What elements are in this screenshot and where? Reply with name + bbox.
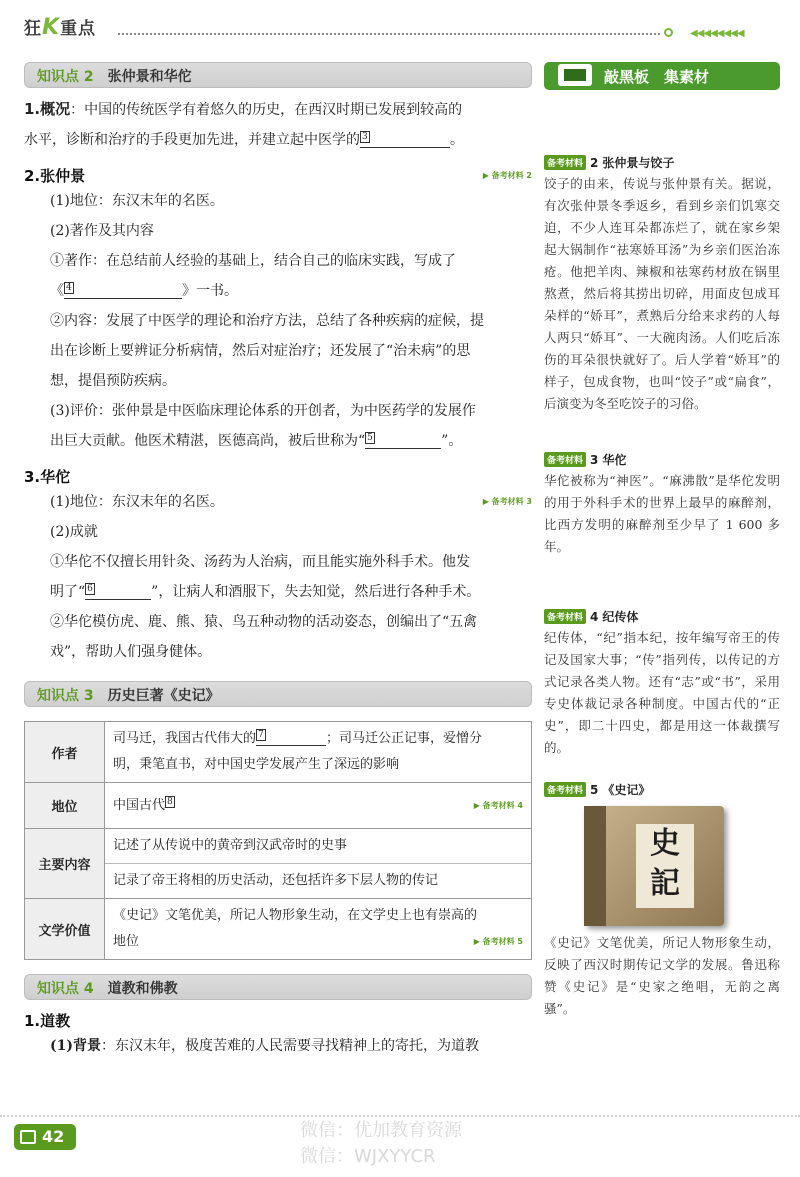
page-number: 42 [14,1124,76,1150]
table-row [25,783,532,829]
shiji-table [24,721,532,960]
material-card: 备考材料 3 华佗 华佗被称为“神医”。“麻沸散”是华佗发明的用于外科手术的世界上最早的麻醉剂，比西方发明的麻醉剂至少早了 1 600 多年。 [544,452,780,554]
header-dot-icon [664,28,673,37]
ref-tag: ▶ 备考材料 4 [474,793,523,819]
section-title-taoism: 1.道教 [24,1012,71,1030]
fill-blank-8[interactable]: 8 [167,796,173,807]
fill-blank-4[interactable]: 4 [64,281,182,299]
text-line: (2)著作及其内容 [50,223,154,239]
table-row [25,829,532,899]
text-line: ①华佗不仅擅长用针灸、汤药为人治病，而且能实施外科手术。他发 明了“ 6 ”，让病人和酒服下，失去知觉，然后进行各种手术。 ②华佗模仿虎、鹿、熊、猿、鸟五种动物的活动姿态，创编出了“五禽 戏”，帮助人们强身健体。 [50,554,481,660]
text-line: (2)成就 [50,524,98,540]
sidebar-header: 敲黑板 集素材 [544,62,780,90]
table-row [25,722,532,783]
table-cell: 《史记》文笔优美，所记人物形象生动，在文学史上也有崇高的 地位 ▶ 备考材料 5 [105,899,532,960]
cart-icon [20,1130,36,1144]
text-line: (3)评价：张仲景是中医临床理论体系的开创者，为中医药学的发展作 出巨大贡献。他医术精湛，医德高尚，被后世称为“ 5 ”。 [50,403,476,449]
fill-blank-3[interactable]: 3 [360,130,450,148]
section-header-kp4: 知识点 4 道教和佛教 [24,974,532,1000]
text-line: ①著作：在总结前人经验的基础上，结合自己的临床实践，写成了 《 4 》一书。 [50,253,456,299]
text-line: (1)背景：东汉末年，极度苦难的人民需要寻找精神上的寄托，为道教 [50,1038,479,1054]
shiji-book-image: 史記 [584,806,724,926]
section-header-kp3: 知识点 3 历史巨著《史记》 [24,681,532,707]
fill-blank-7[interactable]: 7 [256,728,326,746]
row-header: 文学价值 [25,899,105,960]
brand-logo: 狂K重点 [24,15,97,40]
blackboard-icon [558,64,592,86]
section-title-huatuo: 3.华佗 [24,468,71,486]
ref-tag: ▶ 备考材料 5 [474,929,523,955]
footer-rule [0,1115,800,1117]
main-column [24,62,532,1061]
page-header [0,0,800,52]
watermark: 微信：优加教育资源 微信：WJXYYCR [300,1120,462,1167]
table-row [25,899,532,960]
row-header: 主要内容 [25,829,105,899]
section-title-zhangzhongjing: 2.张仲景 ▶ 备考材料 2 [24,165,532,186]
overview-paragraph: 1.概况：中国的传统医学有着悠久的历史，在西汉时期已发展到较高的 水平，诊断和治疗的手段更加先进，并建立起中医学的 3 。 [24,100,464,148]
table-cell: 记述了从传说中的黄帝到汉武帝时的史事 记录了帝王将相的历史活动，还包括许多下层人物的传记 [105,829,532,899]
text-line: ②内容：发展了中医学的理论和治疗方法，总结了各种疾病的症候，提 出在诊断上要辨证分析病情，然后对症治疗；还发展了“治未病”的思 想，提倡预防疾病。 [50,313,484,389]
arrow-strip-icon: ◀◀◀◀◀◀◀◀ [690,28,744,39]
material-card: 备考材料 2 张仲景与饺子 饺子的由来，传说与张仲景有关。据说，有次张仲景冬季返乡，看到乡亲们饥寒交迫，不少人连耳朵都冻烂了，就在家乡架起大锅制作“祛寒娇耳汤”为乡亲们医治冻疮。他把羊肉、辣椒和祛寒药材放在锅里熬煮，然后将其捞出切碎，用面皮包成耳朵样的“娇耳”，煮熟后分给来求药的人每人两只“娇耳”、一大碗肉汤。人们吃后冻伤的耳朵很快就好了。后人学着“娇耳”的样子，包成食物，也叫“饺子”或“扁食”，后演变为冬至吃饺子的习俗。 [544,155,780,411]
section-header-kp2: 知识点 2 张仲景和华佗 [24,62,532,88]
text-line: (1)地位：东汉末年的名医。 ▶ 备考材料 3 [24,487,532,517]
material-card: 备考材料 5 《史记》 史記 《史记》文笔优美，所记人物形象生动，反映了西汉时期传记文学的发展。鲁迅称赞《史记》是“史家之绝唱，无韵之离骚”。 [544,782,780,1016]
header-rule [118,33,660,35]
fill-blank-6[interactable]: 6 [85,582,151,600]
row-header: 地位 [25,783,105,829]
sidebar [544,62,780,1020]
row-header: 作者 [25,722,105,783]
text-line: (1)地位：东汉末年的名医。 [50,193,224,209]
fill-blank-5[interactable]: 5 [365,431,441,449]
table-cell: 中国古代 8 ▶ 备考材料 4 [105,783,532,829]
material-card: 备考材料 4 纪传体 纪传体，“纪”指本纪，按年编写帝王的传记及国家大事；“传”指列传，以传记的方式记录各类人物。还有“志”或“书”，采用专史体裁记录各种制度。中国古代的“正史”，即二十四史，都是用这一体裁撰写的。 [544,609,780,755]
ref-tag: ▶ 备考材料 3 [483,487,532,517]
ref-tag: ▶ 备考材料 2 [483,170,532,181]
table-cell: 司马迁，我国古代伟大的 7 ；司马迁公正记事，爱憎分 明，秉笔直书，对中国史学发展产生了深远的影响 [105,722,532,783]
